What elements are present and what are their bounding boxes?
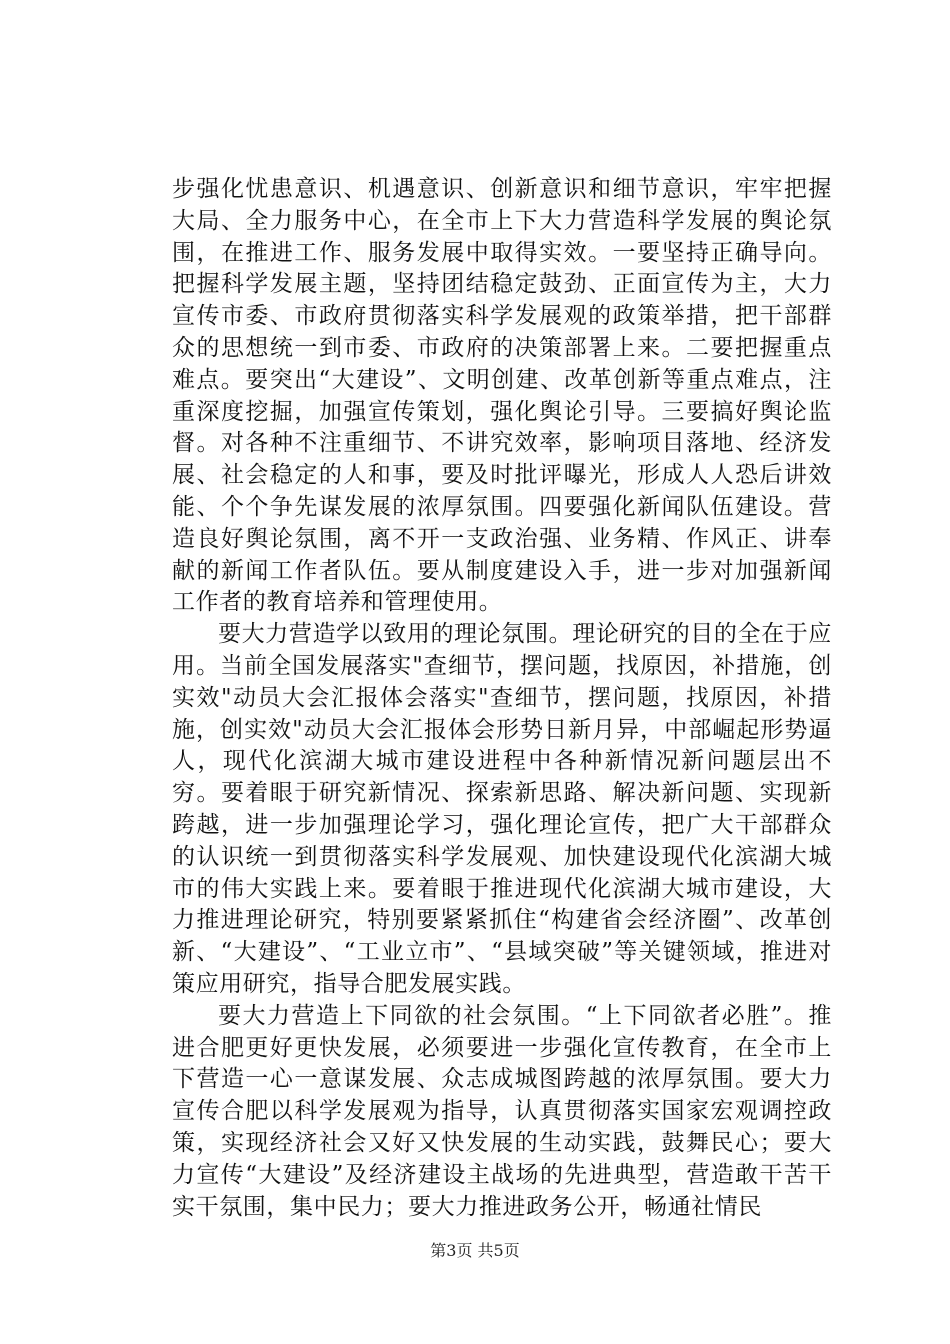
- paragraph-3: 要大力营造上下同欲的社会氛围。“上下同欲者必胜”。推进合肥更好更快发展，必须要进一步强化宣传教育，在全市上下营造一心一意谋发展、众志成城图跨越的浓厚氛围。要大力宣传合肥以科学发展观为指导，认真贯彻落实国家宏观调控政策，实现经济社会又好又快发展的生动实践，鼓舞民心；要大力宣传“大建设”及经济建设主战场的先进典型，营造敢干苦干实干氛围，集中民力；要大力推进政务公开，畅通社情民: [172, 1002, 832, 1220]
- paragraph-1: 步强化忧患意识、机遇意识、创新意识和细节意识，牢牢把握大局、全力服务中心，在全市上下大力营造科学发展的舆论氛围，在推进工作、服务发展中取得实效。一要坚持正确导向。把握科学发展主题，坚持团结稳定鼓劲、正面宣传为主，大力宣传市委、市政府贯彻落实科学发展观的政策举措，把干部群众的思想统一到市委、市政府的决策部署上来。二要把握重点难点。要突出“大建设”、文明创建、改革创新等重点难点，注重深度挖掘，加强宣传策划，强化舆论引导。三要搞好舆论监督。对各种不注重细节、不讲究效率，影响项目落地、经济发展、社会稳定的人和事，要及时批评曝光，形成人人恐后讲效能、个个争先谋发展的浓厚氛围。四要强化新闻队伍建设。营造良好舆论氛围，离不开一支政治强、业务精、作风正、讲奉献的新闻工作者队伍。要从制度建设入手，进一步对加强新闻工作者的教育培养和管理使用。: [172, 176, 832, 616]
- page-footer: 第3页 共5页: [430, 1241, 520, 1260]
- document-body: [172, 174, 832, 1223]
- paragraph-2: 要大力营造学以致用的理论氛围。理论研究的目的全在于应用。当前全国发展落实"查细节，摆问题，找原因，补措施，创实效"动员大会汇报体会落实"查细节，摆问题，找原因，补措施，创实效"动员大会汇报体会形势日新月异，中部崛起形势逼人，现代化滨湖大城市建设进程中各种新情况新问题层出不穷。要着眼于研究新情况、探索新思路、解决新问题、实现新跨越，进一步加强理论学习，强化理论宣传，把广大干部群众的认识统一到贯彻落实科学发展观、加快建设现代化滨湖大城市的伟大实践上来。要着眼于推进现代化滨湖大城市建设，大力推进理论研究，特别要紧紧抓住“构建省会经济圈”、改革创新、“大建设”、“工业立市”、“县域突破”等关键领域，推进对策应用研究，指导合肥发展实践。: [172, 621, 832, 997]
